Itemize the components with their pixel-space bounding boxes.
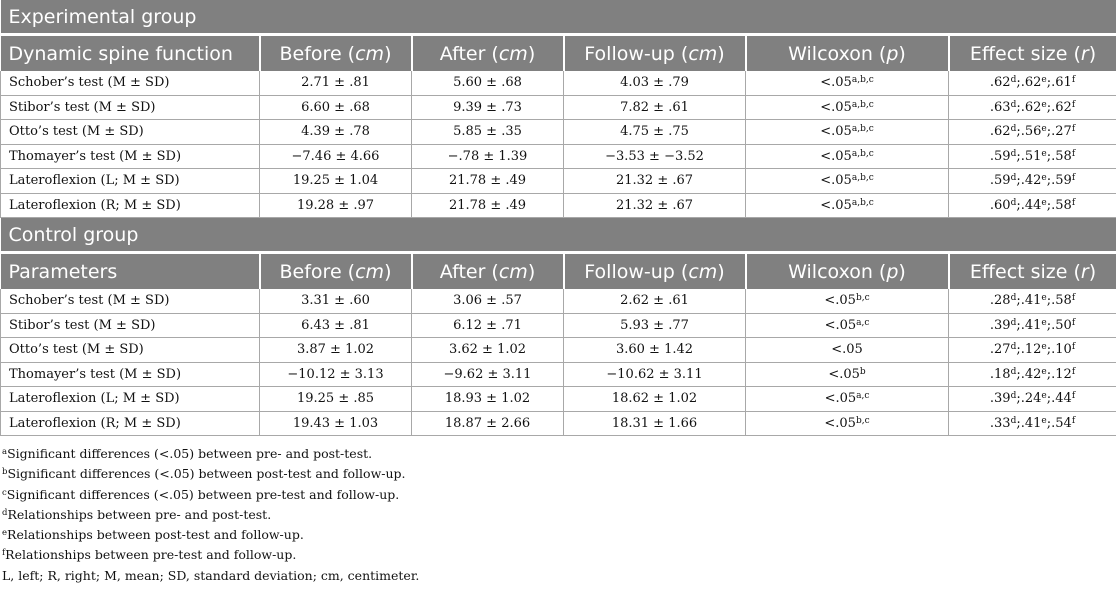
after-cell: 5.60 ± .68: [412, 71, 564, 95]
header-text: Before (: [279, 42, 356, 65]
footnote: [2, 545, 1116, 565]
effect-size-value: ;.42: [1016, 173, 1042, 189]
table-row: [1, 120, 1116, 145]
effect-size-value: .39: [989, 391, 1011, 407]
effect-size-superscript: d: [1010, 197, 1017, 208]
effect-size-superscript: d: [1010, 342, 1017, 353]
wilcoxon-cell: [746, 95, 949, 120]
effect-size-cell: [949, 411, 1116, 436]
effect-size-superscript: e: [1041, 415, 1047, 426]
header-text: Effect size (: [969, 260, 1081, 283]
table-row: [1, 95, 1116, 120]
parameter-cell: Schober’s test (M ± SD): [1, 71, 260, 95]
effect-size-cell: [949, 289, 1116, 313]
footnote: [2, 566, 1116, 586]
after-cell: −.78 ± 1.39: [412, 144, 564, 169]
wilcoxon-value: <.05: [824, 415, 856, 431]
parameter-cell: Stibor’s test (M ± SD): [1, 95, 260, 120]
follow-up-cell: 21.32 ± .67: [564, 193, 746, 218]
wilcoxon-value: <.05: [820, 99, 852, 115]
wilcoxon-cell: [746, 338, 949, 363]
column-header: [412, 35, 564, 72]
header-unit: cm: [688, 42, 718, 65]
effect-size-value: .62: [989, 124, 1011, 140]
wilcoxon-value: <.05: [824, 391, 857, 407]
effect-size-value: ;.59: [1046, 173, 1072, 189]
effect-size-cell: [949, 169, 1116, 194]
wilcoxon-cell: [746, 144, 949, 169]
footnote-text: Relationships between pre-test and follow-up.: [5, 547, 297, 563]
effect-size-value: ;.41: [1016, 293, 1042, 309]
column-header: [564, 35, 746, 72]
effect-size-value: .39: [989, 317, 1011, 333]
table-row: [1, 313, 1116, 338]
effect-size-value: .63: [989, 99, 1011, 115]
column-header: [949, 253, 1116, 290]
follow-up-cell: 3.60 ± 1.42: [564, 338, 746, 363]
wilcoxon-cell: [746, 411, 949, 436]
footnote-marker: c: [2, 487, 7, 498]
wilcoxon-value: <.05: [824, 317, 857, 333]
effect-size-superscript: f: [1071, 148, 1076, 159]
table-row: [1, 362, 1116, 387]
parameter-cell: Otto’s test (M ± SD): [1, 338, 260, 363]
effect-size-value: ;.24: [1016, 391, 1042, 407]
effect-size-value: ;.62: [1046, 99, 1072, 115]
follow-up-cell: 21.32 ± .67: [564, 169, 746, 194]
effect-size-value: .33: [989, 415, 1011, 431]
effect-size-superscript: f: [1071, 317, 1076, 328]
before-cell: 19.25 ± .85: [260, 387, 412, 412]
wilcoxon-superscript: a,b,c: [851, 197, 874, 208]
effect-size-value: ;.56: [1016, 124, 1042, 140]
wilcoxon-cell: [746, 71, 949, 95]
follow-up-cell: −10.62 ± 3.11: [564, 362, 746, 387]
header-text: ): [384, 260, 392, 283]
effect-size-superscript: f: [1071, 293, 1076, 304]
effect-size-value: ;.44: [1016, 197, 1042, 213]
header-text: ): [717, 42, 725, 65]
effect-size-superscript: e: [1041, 293, 1047, 304]
effect-size-value: ;.44: [1046, 391, 1072, 407]
effect-size-value: ;.41: [1016, 317, 1042, 333]
after-cell: 5.85 ± .35: [412, 120, 564, 145]
effect-size-value: .62: [989, 75, 1011, 91]
column-header: [746, 253, 949, 290]
table-row: [1, 144, 1116, 169]
parameter-cell: Lateroflexion (R; M ± SD): [1, 411, 260, 436]
effect-size-superscript: e: [1041, 317, 1047, 328]
parameter-cell: Otto’s test (M ± SD): [1, 120, 260, 145]
header-unit: cm: [355, 260, 385, 283]
follow-up-cell: 7.82 ± .61: [564, 95, 746, 120]
effect-size-superscript: d: [1010, 75, 1017, 86]
wilcoxon-superscript: b,c: [855, 415, 870, 426]
effect-size-superscript: d: [1010, 99, 1017, 110]
effect-size-superscript: f: [1071, 173, 1076, 184]
effect-size-cell: [949, 193, 1116, 218]
effect-size-value: ;.12: [1046, 366, 1072, 382]
effect-size-superscript: e: [1041, 366, 1047, 377]
header-text: ): [717, 260, 725, 283]
effect-size-value: .60: [989, 197, 1011, 213]
before-cell: 6.43 ± .81: [260, 313, 412, 338]
follow-up-cell: 4.03 ± .79: [564, 71, 746, 95]
before-cell: 19.28 ± .97: [260, 193, 412, 218]
before-cell: 4.39 ± .78: [260, 120, 412, 145]
control-group-title: Control group: [1, 218, 1116, 253]
follow-up-cell: 4.75 ± .75: [564, 120, 746, 145]
effect-size-superscript: d: [1010, 148, 1017, 159]
header-text: ): [527, 260, 536, 283]
effect-size-superscript: f: [1071, 197, 1076, 208]
header-text: ): [384, 42, 392, 65]
after-cell: 18.93 ± 1.02: [412, 387, 564, 412]
table-row: [1, 411, 1116, 436]
before-cell: 6.60 ± .68: [260, 95, 412, 120]
after-cell: 3.62 ± 1.02: [412, 338, 564, 363]
column-header: Parameters: [1, 253, 260, 290]
effect-size-superscript: d: [1010, 317, 1017, 328]
wilcoxon-cell: [746, 362, 949, 387]
wilcoxon-superscript: a,b,c: [851, 99, 874, 110]
effect-size-cell: [949, 387, 1116, 412]
experimental-group-header-row: [1, 35, 1116, 72]
table-row: [1, 169, 1116, 194]
wilcoxon-value: <.05: [824, 293, 856, 309]
experimental-group-title-row: [1, 0, 1116, 35]
control-group-header-row: [1, 253, 1116, 290]
footnote-text: Significant differences (<.05) between pre-test and follow-up.: [6, 486, 400, 502]
follow-up-cell: −3.53 ± −3.52: [564, 144, 746, 169]
effect-size-superscript: f: [1071, 75, 1076, 86]
wilcoxon-superscript: a,c: [856, 317, 870, 328]
follow-up-cell: 18.31 ± 1.66: [564, 411, 746, 436]
effect-size-superscript: e: [1041, 75, 1047, 86]
effect-size-cell: [949, 95, 1116, 120]
footnote-marker: f: [2, 548, 6, 559]
footnote-marker: a: [2, 447, 8, 457]
wilcoxon-value: <.05: [828, 366, 860, 382]
parameter-cell: Thomayer’s test (M ± SD): [1, 362, 260, 387]
footnote-text: L, left; R, right; M, mean; SD, standard deviation; cm, centimeter.: [2, 567, 420, 583]
experimental-group-title: Experimental group: [1, 0, 1116, 35]
header-unit: cm: [498, 260, 528, 283]
effect-size-value: ;.58: [1046, 197, 1072, 213]
effect-size-superscript: e: [1041, 99, 1047, 110]
control-group-title-row: [1, 218, 1116, 253]
header-text: ): [898, 42, 906, 65]
footnote-marker: d: [2, 507, 8, 518]
header-unit: r: [1080, 42, 1089, 65]
effect-size-cell: [949, 120, 1116, 145]
footnote: [2, 464, 1116, 484]
effect-size-superscript: e: [1041, 173, 1047, 184]
footnote: [2, 444, 1116, 464]
before-cell: −10.12 ± 3.13: [260, 362, 412, 387]
effect-size-cell: [949, 338, 1116, 363]
effect-size-superscript: e: [1041, 148, 1047, 159]
effect-size-value: ;.58: [1046, 293, 1072, 309]
footnote-text: Relationships between post-test and follow-up.: [7, 527, 304, 543]
footnotes: [0, 436, 1116, 586]
column-header: [564, 253, 746, 290]
header-unit: cm: [688, 260, 718, 283]
effect-size-value: ;.42: [1016, 366, 1042, 382]
footnote-text: Significant differences (<.05) between pre- and post-test.: [7, 446, 373, 461]
effect-size-superscript: d: [1010, 173, 1017, 184]
header-text: Wilcoxon (: [788, 260, 887, 283]
header-text: ): [527, 42, 536, 65]
wilcoxon-superscript: a,b,c: [851, 124, 874, 135]
after-cell: 6.12 ± .71: [412, 313, 564, 338]
column-header: [949, 35, 1116, 72]
before-cell: 19.25 ± 1.04: [260, 169, 412, 194]
effect-size-superscript: d: [1010, 415, 1017, 426]
effect-size-superscript: f: [1071, 124, 1076, 135]
effect-size-value: .59: [989, 173, 1011, 189]
footnote: [2, 505, 1116, 525]
effect-size-value: ;.27: [1046, 124, 1072, 140]
parameter-cell: Thomayer’s test (M ± SD): [1, 144, 260, 169]
header-text: After (: [439, 260, 499, 283]
header-unit: p: [886, 260, 899, 283]
wilcoxon-cell: [746, 313, 949, 338]
column-header: Dynamic spine function: [1, 35, 260, 72]
header-text: Follow-up (: [584, 260, 689, 283]
after-cell: −9.62 ± 3.11: [412, 362, 564, 387]
header-unit: r: [1080, 260, 1089, 283]
effect-size-cell: [949, 313, 1116, 338]
footnote-marker: e: [2, 528, 8, 539]
column-header: [260, 35, 412, 72]
effect-size-value: ;.54: [1046, 415, 1072, 431]
header-text: Wilcoxon (: [788, 42, 887, 65]
effect-size-cell: [949, 362, 1116, 387]
header-unit: cm: [498, 42, 528, 65]
parameter-cell: Stibor’s test (M ± SD): [1, 313, 260, 338]
effect-size-value: .18: [989, 366, 1011, 382]
effect-size-value: ;.50: [1046, 317, 1072, 333]
effect-size-superscript: e: [1041, 124, 1047, 135]
effect-size-superscript: e: [1041, 342, 1047, 353]
header-text: ): [1088, 42, 1097, 65]
wilcoxon-superscript: a,b,c: [851, 75, 874, 86]
parameter-cell: Schober’s test (M ± SD): [1, 289, 260, 313]
effect-size-superscript: d: [1010, 293, 1017, 304]
header-text: After (: [439, 42, 499, 65]
parameter-cell: Lateroflexion (L; M ± SD): [1, 387, 260, 412]
before-cell: 3.87 ± 1.02: [260, 338, 412, 363]
effect-size-superscript: f: [1071, 342, 1076, 353]
effect-size-superscript: f: [1071, 99, 1076, 110]
wilcoxon-superscript: a,b,c: [851, 148, 874, 159]
table-row: [1, 193, 1116, 218]
effect-size-superscript: f: [1071, 415, 1076, 426]
after-cell: 21.78 ± .49: [412, 193, 564, 218]
wilcoxon-value: <.05: [820, 148, 852, 164]
header-text: Follow-up (: [584, 42, 689, 65]
wilcoxon-value: <.05: [820, 75, 852, 91]
header-text: Before (: [279, 260, 356, 283]
after-cell: 18.87 ± 2.66: [412, 411, 564, 436]
wilcoxon-superscript: b,c: [855, 293, 870, 304]
effect-size-value: ;.58: [1046, 148, 1072, 164]
effect-size-value: ;.62: [1016, 99, 1042, 115]
footnote: [2, 485, 1116, 505]
column-header: [412, 253, 564, 290]
effect-size-value: .28: [989, 293, 1011, 309]
effect-size-superscript: d: [1010, 124, 1017, 135]
footnote-marker: b: [2, 467, 8, 478]
wilcoxon-cell: [746, 387, 949, 412]
effect-size-value: ;.62: [1016, 75, 1042, 91]
header-text: Effect size (: [969, 42, 1081, 65]
effect-size-value: .59: [989, 148, 1011, 164]
effect-size-value: ;.41: [1016, 415, 1042, 431]
table-row: [1, 71, 1116, 95]
wilcoxon-cell: [746, 193, 949, 218]
table-row: [1, 387, 1116, 412]
effect-size-cell: [949, 71, 1116, 95]
wilcoxon-superscript: b: [859, 366, 866, 377]
effect-size-superscript: d: [1010, 391, 1017, 402]
effect-size-superscript: d: [1010, 366, 1017, 377]
after-cell: 9.39 ± .73: [412, 95, 564, 120]
effect-size-value: ;.51: [1016, 148, 1042, 164]
wilcoxon-superscript: a,b,c: [851, 173, 874, 184]
header-unit: p: [886, 42, 899, 65]
header-text: ): [898, 260, 906, 283]
table-body: [1, 0, 1116, 436]
parameter-cell: Lateroflexion (R; M ± SD): [1, 193, 260, 218]
before-cell: −7.46 ± 4.66: [260, 144, 412, 169]
parameter-cell: Lateroflexion (L; M ± SD): [1, 169, 260, 194]
effect-size-superscript: e: [1041, 197, 1047, 208]
wilcoxon-cell: [746, 289, 949, 313]
before-cell: 3.31 ± .60: [260, 289, 412, 313]
follow-up-cell: 18.62 ± 1.02: [564, 387, 746, 412]
header-unit: cm: [355, 42, 385, 65]
table-row: [1, 338, 1116, 363]
effect-size-value: .27: [989, 342, 1011, 358]
wilcoxon-value: <.05: [820, 197, 852, 213]
follow-up-cell: 2.62 ± .61: [564, 289, 746, 313]
wilcoxon-superscript: a,c: [856, 391, 870, 402]
wilcoxon-cell: [746, 169, 949, 194]
effect-size-cell: [949, 144, 1116, 169]
footnote-text: Significant differences (<.05) between post-test and follow-up.: [7, 466, 406, 482]
wilcoxon-value: <.05: [831, 342, 863, 358]
effect-size-value: ;.12: [1016, 342, 1042, 358]
after-cell: 3.06 ± .57: [412, 289, 564, 313]
column-header: [746, 35, 949, 72]
table-row: [1, 289, 1116, 313]
column-header: [260, 253, 412, 290]
wilcoxon-value: <.05: [820, 173, 852, 189]
header-text: ): [1088, 260, 1097, 283]
effect-size-value: ;.61: [1046, 75, 1072, 91]
after-cell: 21.78 ± .49: [412, 169, 564, 194]
effect-size-superscript: f: [1071, 366, 1076, 377]
before-cell: 19.43 ± 1.03: [260, 411, 412, 436]
wilcoxon-value: <.05: [820, 124, 852, 140]
wilcoxon-cell: [746, 120, 949, 145]
follow-up-cell: 5.93 ± .77: [564, 313, 746, 338]
effect-size-superscript: f: [1071, 391, 1076, 402]
footnote: [2, 525, 1116, 545]
effect-size-value: ;.10: [1046, 342, 1072, 358]
before-cell: 2.71 ± .81: [260, 71, 412, 95]
footnote-text: Relationships between pre- and post-test.: [7, 506, 272, 522]
effect-size-superscript: e: [1041, 391, 1047, 402]
